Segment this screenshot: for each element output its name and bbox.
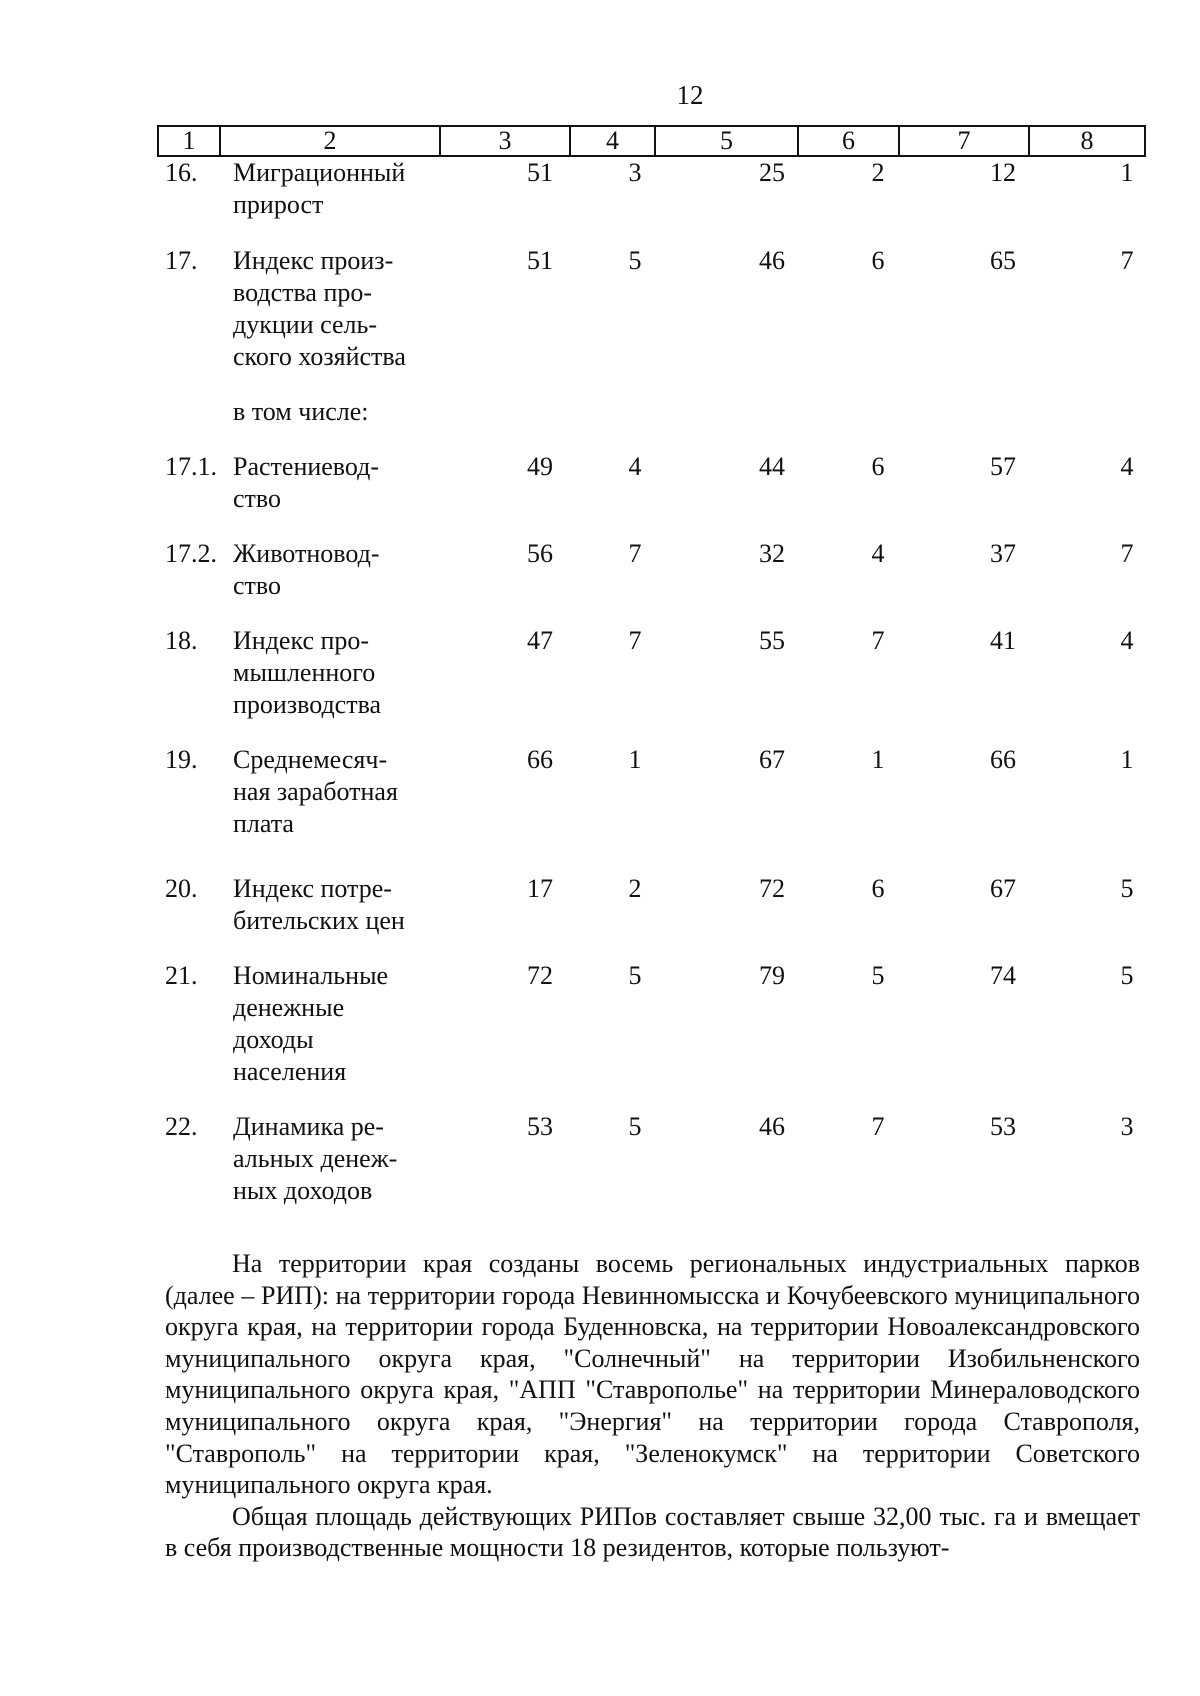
table-column-header [157,125,1146,157]
row-number: 18. [165,626,198,655]
cell-col8: 3 [1120,1112,1134,1141]
cell-col4: 5 [628,961,642,990]
row-indicator: Животновод- ство [233,539,380,600]
row-number: 21. [165,961,198,990]
cell-col6: 6 [871,874,885,903]
cell-col5: 67 [759,745,785,774]
page-number: 12 [676,80,704,110]
cell-col8: 5 [1120,961,1134,990]
cell-col8: 1 [1120,745,1134,774]
paragraph: Общая площадь действующих РИПов составляет свыше 32,00 тыс. га и вмещает в себя производственные мощности 18 резидентов, которые пользуют- [165,1501,1140,1563]
cell-col5: 79 [759,961,785,990]
cell-col5: 32 [759,539,785,568]
cell-col5: 46 [759,246,785,275]
cell-col6: 5 [871,961,885,990]
row-indicator: Индекс потре- бительских цен [233,874,405,935]
cell-col3: 49 [527,452,553,481]
cell-col4: 1 [628,745,642,774]
cell-col4: 5 [628,246,642,275]
row-indicator: Миграционный прирост [233,158,406,219]
row-number: 17.2. [165,539,217,568]
cell-col5: 25 [759,158,785,187]
cell-col6: 1 [871,745,885,774]
cell-col7: 57 [990,452,1016,481]
cell-col5: 46 [759,1112,785,1141]
cell-col6: 6 [871,246,885,275]
row-indicator: Среднемесяч- ная заработная плата [233,745,398,838]
row-indicator: Индекс про- мышленного производства [233,626,382,719]
row-number: 16. [165,158,198,187]
cell-col7: 12 [990,158,1016,187]
cell-col8: 1 [1120,158,1134,187]
row-indicator: Растениевод- ство [233,452,380,513]
column-header-7: 7 [899,126,1029,156]
row-number: 19. [165,745,198,774]
cell-col8: 7 [1120,246,1134,275]
cell-col4: 5 [628,1112,642,1141]
cell-col8: 4 [1120,452,1134,481]
cell-col3: 66 [527,745,553,774]
row-number: 20. [165,874,198,903]
column-header-1: 1 [158,126,220,156]
cell-col5: 55 [759,626,785,655]
cell-col4: 2 [628,874,642,903]
cell-col8: 4 [1120,626,1134,655]
row-number: 17.1. [165,452,217,481]
row-number: 17. [165,246,198,275]
cell-col6: 7 [871,626,885,655]
cell-col3: 51 [527,158,553,187]
cell-col4: 7 [628,539,642,568]
cell-col7: 53 [990,1112,1016,1141]
cell-col3: 51 [527,246,553,275]
body-text [165,1248,1140,1564]
cell-col8: 5 [1120,874,1134,903]
paragraph: На территории края созданы восемь региональных индустриальных парков (далее – РИП): на территории города Невинномысска и Кочубеевского муниципального округа края, на территории города Буденновска, на территории Новоалександровского муниципального округа края, "Солнечный" на территории Изобильненского муниципального округа края, "АПП "Ставрополье" на территории Минераловодского муниципального округа края, "Энергия" на территории города Ставрополя, "Ставрополь" на территории края, "Зеленокумск" на территории Советского муниципального округа края. [165,1249,1140,1500]
column-header-5: 5 [655,126,798,156]
cell-col3: 47 [527,626,553,655]
cell-col6: 7 [871,1112,885,1141]
cell-col4: 7 [628,626,642,655]
cell-col6: 6 [871,452,885,481]
cell-col7: 37 [990,539,1016,568]
cell-col8: 7 [1120,539,1134,568]
cell-col7: 67 [990,874,1016,903]
row-indicator: Номинальные денежные доходы населения [233,961,389,1086]
column-header-6: 6 [798,126,899,156]
column-header-3: 3 [440,126,570,156]
cell-col5: 72 [759,874,785,903]
column-header-8: 8 [1029,126,1145,156]
cell-col6: 2 [871,158,885,187]
cell-col3: 72 [527,961,553,990]
row-number: 22. [165,1112,198,1141]
cell-col7: 41 [990,626,1016,655]
cell-col3: 56 [527,539,553,568]
column-header-2: 2 [220,126,440,156]
cell-col5: 44 [759,452,785,481]
subheading: в том числе: [233,397,369,426]
column-header-4: 4 [570,126,655,156]
row-indicator: Индекс произ- водства про- дукции сель- ского хозяйства [233,246,406,371]
cell-col3: 53 [527,1112,553,1141]
cell-col4: 3 [628,158,642,187]
cell-col7: 66 [990,745,1016,774]
cell-col6: 4 [871,539,885,568]
cell-col4: 4 [628,452,642,481]
cell-col3: 17 [527,874,553,903]
row-indicator: Динамика ре- альных денеж- ных доходов [233,1112,398,1205]
cell-col7: 74 [990,961,1016,990]
cell-col7: 65 [990,246,1016,275]
